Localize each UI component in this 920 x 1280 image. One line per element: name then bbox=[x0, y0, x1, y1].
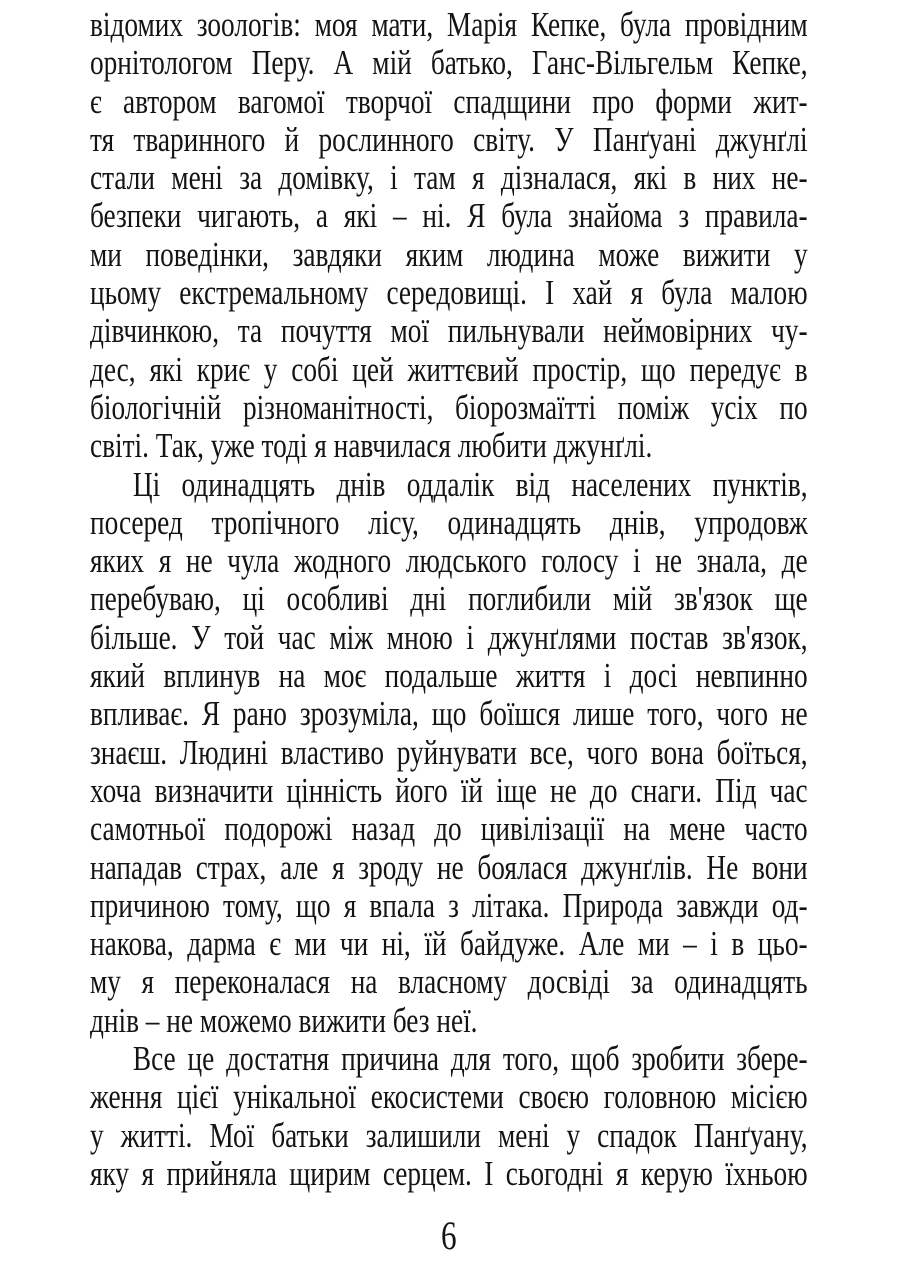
text-line: безпеки чигають, а які – ні. Я була знайома з правила- bbox=[90, 196, 808, 236]
text-line: накова, дарма є ми чи ні, їй байдуже. Але ми – і в цьо- bbox=[90, 924, 808, 964]
text-line: біологічній різноманітності, біорозмаїтті поміж усіх по bbox=[90, 387, 808, 427]
text-line: нападав страх, але я зроду не боялася джунґлів. Не вони bbox=[90, 847, 808, 887]
text-line: Все це достатня причина для того, щоб зробити збере- bbox=[132, 1039, 808, 1079]
text-line: яких я не чула жодного людського голосу і не знала, де bbox=[90, 541, 808, 581]
text-line: є автором вагомої творчої спадщини про форми жит- bbox=[90, 81, 808, 121]
text-line: знаєш. Людині властиво руйнувати все, чого вона боїться, bbox=[90, 732, 808, 772]
text-line: перебуваю, ці особливі дні поглибили мій зв'язок ще bbox=[90, 579, 808, 619]
text-line: днів – не можемо вижити без неї. bbox=[90, 1000, 478, 1040]
text-line: стали мені за домівку, і там я дізналася, які в них не- bbox=[90, 158, 808, 198]
text-line: впливає. Я рано зрозуміла, що боїшся лише того, чого не bbox=[90, 694, 808, 734]
paragraph bbox=[90, 1040, 808, 1193]
text-line: відомих зоологів: моя мати, Марія Кепке, була провідним bbox=[90, 5, 808, 44]
text-line: самотньої подорожі назад до цивілізації на мене часто bbox=[90, 809, 808, 849]
text-block bbox=[90, 0, 808, 1259]
text-line: дівчинкою, та почуття мої пильнували неймовірних чу- bbox=[90, 311, 808, 351]
text-line: ми поведінки, завдяки яким людина може вижити у bbox=[90, 234, 808, 274]
text-line: більше. У той час між мною і джунґлями постав зв'язок, bbox=[90, 617, 808, 657]
text-line: орнітологом Перу. А мій батько, Ганс-Вільгельм Кепке, bbox=[90, 43, 808, 83]
text-line: цьому екстремальному середовищі. І хай я була малою bbox=[90, 273, 808, 313]
text-line: хоча визначити цінність його їй іще не до снаги. Під час bbox=[90, 770, 808, 810]
text-line: дес, які криє у собі цей життєвий простір, що передує в bbox=[90, 349, 808, 389]
body-text bbox=[90, 6, 808, 1193]
text-line: який вплинув на моє подальше життя і досі невпинно bbox=[90, 656, 808, 696]
paragraph bbox=[90, 466, 808, 1040]
text-line: ження цієї унікальної екосистеми своєю головною місією bbox=[90, 1077, 808, 1117]
page-number: 6 bbox=[441, 1213, 457, 1259]
text-line: у житті. Мої батьки залишили мені у спадок Панґуану, bbox=[90, 1115, 808, 1155]
text-line: Ці одинадцять днів оддалік від населених пунктів, bbox=[132, 464, 808, 504]
text-line: му я переконалася на власному досвіді за одинадцять bbox=[90, 962, 808, 1002]
text-line: тя тваринного й рослинного світу. У Панґуані джунґлі bbox=[90, 119, 808, 159]
text-line: яку я прийняла щирим серцем. І сьогодні я керую їхньою bbox=[90, 1153, 808, 1193]
text-line: посеред тропічного лісу, одинадцять днів, упродовж bbox=[90, 502, 808, 542]
page-footer bbox=[90, 1213, 808, 1259]
text-line: світі. Так, уже тоді я навчилася любити джунґлі. bbox=[90, 426, 653, 466]
text-line: причиною тому, що я впала з літака. Природа завжди од- bbox=[90, 885, 808, 925]
paragraph bbox=[90, 6, 808, 466]
